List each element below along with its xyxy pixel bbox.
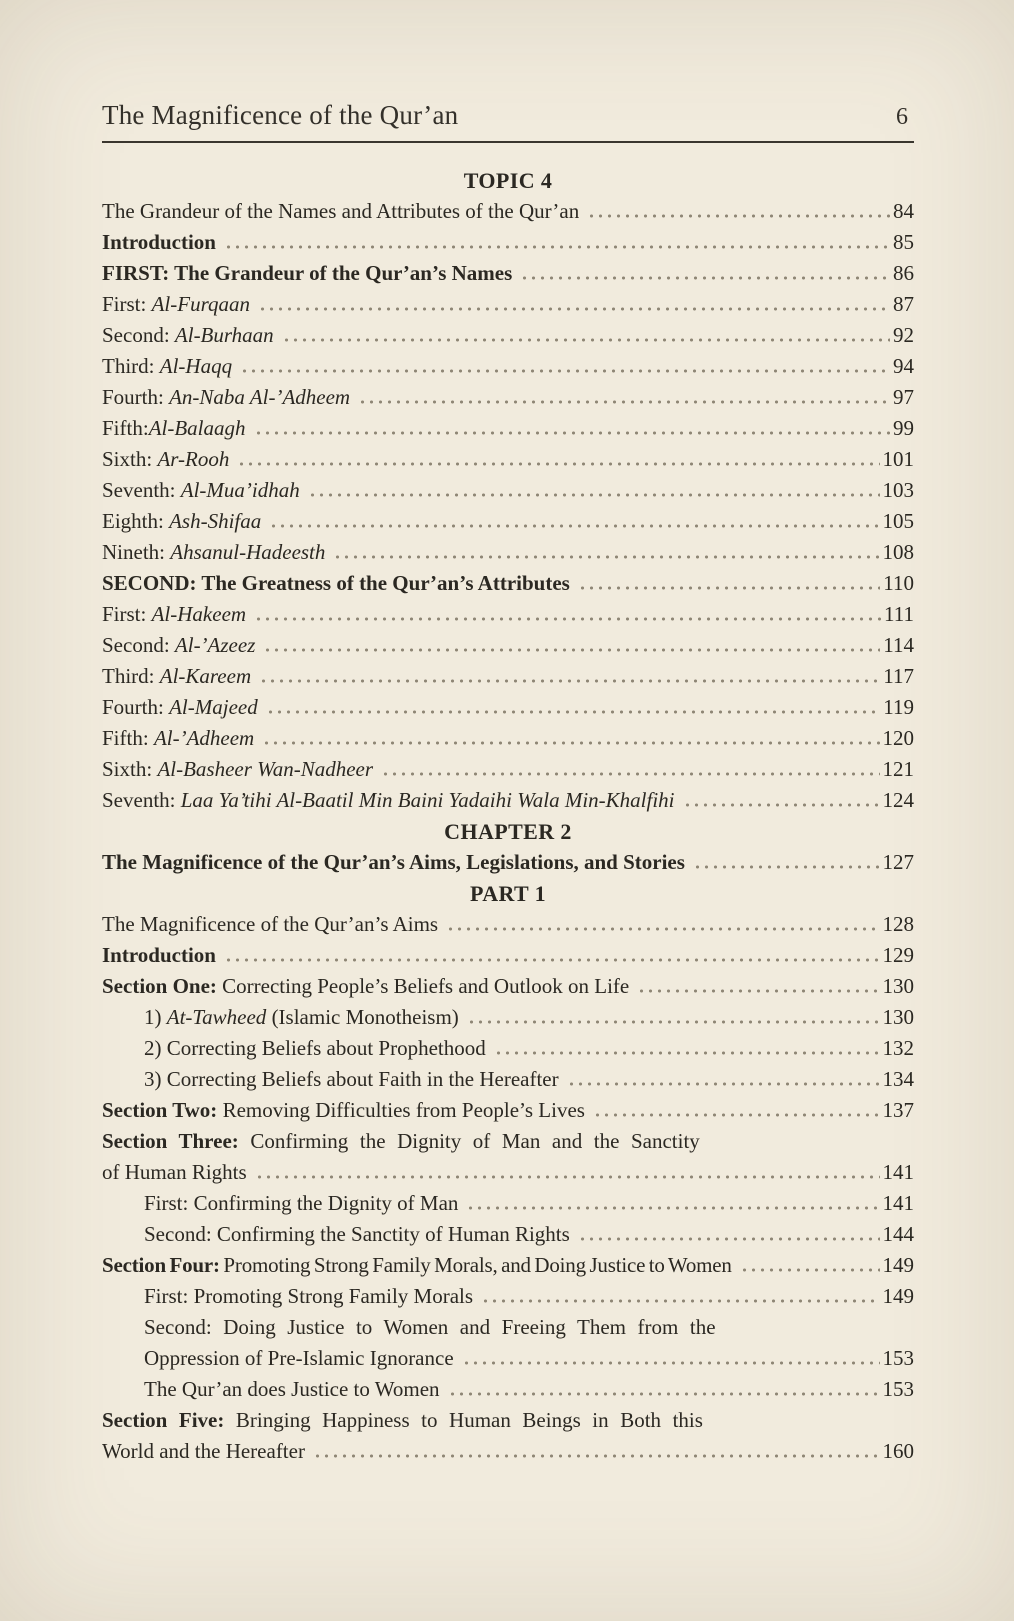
toc-entry-page: 149 (882, 1284, 914, 1308)
dot-leader (224, 958, 880, 962)
toc-entry-page: 117 (883, 664, 914, 688)
toc-entry (102, 1405, 914, 1436)
toc-entry-title: of Human Rights (102, 1160, 247, 1184)
running-title: The Magnificence of the Qur’an (102, 100, 459, 130)
toc-entry-page: 108 (882, 540, 914, 564)
dot-leader (637, 989, 879, 993)
toc-entry-title: Section Three: Confirming the Dignity of Man and the Sanctity (102, 1129, 700, 1153)
dot-leader (254, 617, 881, 621)
toc-entry (102, 568, 914, 599)
toc-entry-title: Fifth:Al-Balaagh (102, 416, 246, 440)
toc-entry (102, 754, 914, 785)
toc-entry (102, 1126, 914, 1157)
dot-leader (224, 245, 890, 249)
toc-entry (102, 1343, 914, 1374)
toc-entry (102, 351, 914, 382)
toc-entry (102, 1095, 914, 1126)
dot-leader (683, 803, 880, 807)
dot-leader (381, 772, 879, 776)
toc-entry-title: First: Al-Furqaan (102, 292, 250, 316)
toc-entry (102, 289, 914, 320)
toc-section-heading: PART 1 (470, 881, 546, 906)
toc-entry-page: 149 (882, 1253, 914, 1277)
dot-leader (520, 276, 890, 280)
toc-entry-title: First: Confirming the Dignity of Man (144, 1191, 459, 1215)
toc-entry-page: 160 (882, 1439, 914, 1463)
toc-entry-title: Sixth: Al-Basheer Wan-Nadheer (102, 757, 374, 781)
toc-entry-page: 134 (882, 1067, 914, 1091)
toc-entry-title: The Grandeur of the Names and Attributes of the Qur’an (102, 199, 580, 223)
toc-entry-title: Fourth: Al-Majeed (102, 695, 258, 719)
toc-entry (102, 1312, 914, 1343)
toc-entry-title: Second: Al-Burhaan (102, 323, 274, 347)
dot-leader (466, 1206, 879, 1210)
toc-entry (102, 599, 914, 630)
toc-entry-title: Introduction (102, 230, 216, 254)
toc-entry-title: SECOND: The Greatness of the Qur’an’s Attributes (102, 571, 570, 595)
dot-leader (467, 1020, 880, 1024)
toc-entry-title: World and the Hereafter (102, 1439, 305, 1463)
toc-entry (102, 630, 914, 661)
toc-entry-page: 141 (882, 1160, 914, 1184)
dot-leader (567, 1082, 880, 1086)
toc-entry-page: 129 (882, 943, 914, 967)
toc-entry-page: 128 (882, 912, 914, 936)
toc-entry (102, 692, 914, 723)
toc-entry-page: 85 (893, 230, 914, 254)
toc-entry (102, 475, 914, 506)
toc-entry-title: Eighth: Ash-Shifaa (102, 509, 262, 533)
toc-entry-page: 99 (893, 416, 914, 440)
toc-entry (102, 444, 914, 475)
toc-entry (102, 785, 914, 816)
dot-leader (254, 431, 890, 435)
toc-entry (102, 258, 914, 289)
dot-leader (237, 462, 879, 466)
toc-entry (102, 909, 914, 940)
toc-entry (102, 537, 914, 568)
dot-leader (448, 1392, 880, 1396)
toc-entry-title: Section Two: Removing Difficulties from People’s Lives (102, 1098, 585, 1122)
toc-entry-page: 110 (883, 571, 914, 595)
toc-entry-title: 1) At-Tawheed (Islamic Monotheism) (144, 1005, 459, 1029)
toc-entry-page: 119 (883, 695, 914, 719)
toc-entry (102, 1002, 914, 1033)
toc-entry-page: 86 (893, 261, 914, 285)
toc-entry-title: First: Promoting Strong Family Morals (144, 1284, 474, 1308)
toc-entry-page: 103 (882, 478, 914, 502)
toc-entry-page: 127 (882, 850, 914, 874)
dot-leader (308, 493, 880, 497)
toc-entry-page: 94 (893, 354, 914, 378)
toc-entry-page: 111 (884, 602, 914, 626)
toc-entry-title: The Magnificence of the Qur’an’s Aims (102, 912, 439, 936)
dot-leader (255, 1175, 880, 1179)
toc-entry-page: 153 (882, 1346, 914, 1370)
toc-entry (102, 1157, 914, 1188)
dot-leader (358, 400, 890, 404)
toc-entry-title: Second: Al-’Azeez (102, 633, 256, 657)
dot-leader (313, 1454, 880, 1458)
toc-entry-page: 141 (882, 1191, 914, 1215)
toc-entry (102, 1188, 914, 1219)
toc-entry-page: 114 (883, 633, 914, 657)
toc-entry-page: 153 (882, 1377, 914, 1401)
toc-section-heading: CHAPTER 2 (444, 819, 572, 844)
dot-leader (494, 1051, 880, 1055)
toc-entry (102, 1281, 914, 1312)
toc-entry-page: 120 (882, 726, 914, 750)
toc-entry-page: 92 (893, 323, 914, 347)
toc-entry-title: First: Al-Hakeem (102, 602, 247, 626)
toc-entry-title: Section Four: Promoting Strong Family Morals, and Doing Justice to Women (102, 1253, 732, 1277)
dot-leader (578, 586, 880, 590)
toc-entry (102, 1064, 914, 1095)
toc-entry-title: Section Five: Bringing Happiness to Human Beings in Both this (102, 1408, 703, 1432)
toc-entry-page: 121 (882, 757, 914, 781)
dot-leader (333, 555, 879, 559)
toc-entry-page: 101 (882, 447, 914, 471)
toc-entry-title: 2) Correcting Beliefs about Prophethood (144, 1036, 486, 1060)
toc-entry-title: Introduction (102, 943, 216, 967)
dot-leader (740, 1268, 880, 1272)
dot-leader (266, 710, 881, 714)
toc-entry-page: 97 (893, 385, 914, 409)
page-header (102, 100, 914, 143)
toc-entry-title: Sixth: Ar-Rooh (102, 447, 230, 471)
toc-entry-page: 124 (882, 788, 914, 812)
page-number: 6 (896, 104, 908, 130)
dot-leader (258, 307, 890, 311)
dot-leader (462, 1361, 880, 1365)
toc-entry-title: The Qur’an does Justice to Women (144, 1377, 440, 1401)
toc-entry-page: 132 (882, 1036, 914, 1060)
toc-entry-page: 144 (882, 1222, 914, 1246)
dot-leader (263, 648, 880, 652)
toc-entry (102, 506, 914, 537)
toc-entry-title: Second: Doing Justice to Women and Freeing Them from the (144, 1315, 716, 1339)
toc (102, 165, 914, 1467)
toc-entry (102, 723, 914, 754)
toc-entry-page: 105 (882, 509, 914, 533)
dot-leader (481, 1299, 879, 1303)
toc-entry-page: 130 (882, 1005, 914, 1029)
toc-entry-page: 130 (882, 974, 914, 998)
toc-entry (102, 382, 914, 413)
toc-entry (102, 1436, 914, 1467)
toc-entry (102, 227, 914, 258)
toc-entry-title: Second: Confirming the Sanctity of Human Rights (144, 1222, 570, 1246)
toc-entry-page: 137 (882, 1098, 914, 1122)
toc-entry (102, 940, 914, 971)
toc-entry-title: Third: Al-Haqq (102, 354, 233, 378)
dot-leader (262, 741, 879, 745)
dot-leader (446, 927, 879, 931)
toc-entry-title: Fifth: Al-’Adheem (102, 726, 255, 750)
toc-entry (102, 1219, 914, 1250)
toc-entry-title: Section One: Correcting People’s Beliefs and Outlook on Life (102, 974, 630, 998)
dot-leader (593, 1113, 880, 1117)
dot-leader (587, 214, 890, 218)
toc-entry-title: FIRST: The Grandeur of the Qur’an’s Names (102, 261, 513, 285)
toc-entry-title: Seventh: Laa Ya’tihi Al-Baatil Min Baini Yadaihi Wala Min-Khalfihi (102, 788, 675, 812)
toc-entry (102, 847, 914, 878)
toc-entry (102, 320, 914, 351)
toc-entry-title: Third: Al-Kareem (102, 664, 252, 688)
toc-entry (102, 1374, 914, 1405)
toc-entry (102, 661, 914, 692)
dot-leader (240, 369, 890, 373)
toc-entry (102, 413, 914, 444)
toc-entry (102, 196, 914, 227)
toc-entry-title: The Magnificence of the Qur’an’s Aims, Legislations, and Stories (102, 850, 685, 874)
toc-entry-page: 87 (893, 292, 914, 316)
dot-leader (578, 1237, 880, 1241)
toc-entry (102, 1033, 914, 1064)
dot-leader (282, 338, 890, 342)
toc-entry-title: 3) Correcting Beliefs about Faith in the Hereafter (144, 1067, 559, 1091)
toc-section-heading: TOPIC 4 (463, 168, 553, 193)
toc-entry-title: Nineth: Ahsanul-Hadeesth (102, 540, 326, 564)
toc-entry (102, 1250, 914, 1281)
toc-entry (102, 971, 914, 1002)
dot-leader (259, 679, 880, 683)
dot-leader (693, 865, 880, 869)
toc-entry-title: Seventh: Al-Mua’idhah (102, 478, 300, 502)
toc-entry-title: Oppression of Pre-Islamic Ignorance (144, 1346, 454, 1370)
dot-leader (269, 524, 879, 528)
toc-entry-page: 84 (893, 199, 914, 223)
toc-entry-title: Fourth: An-Naba Al-’Adheem (102, 385, 351, 409)
page-content (102, 100, 914, 1467)
